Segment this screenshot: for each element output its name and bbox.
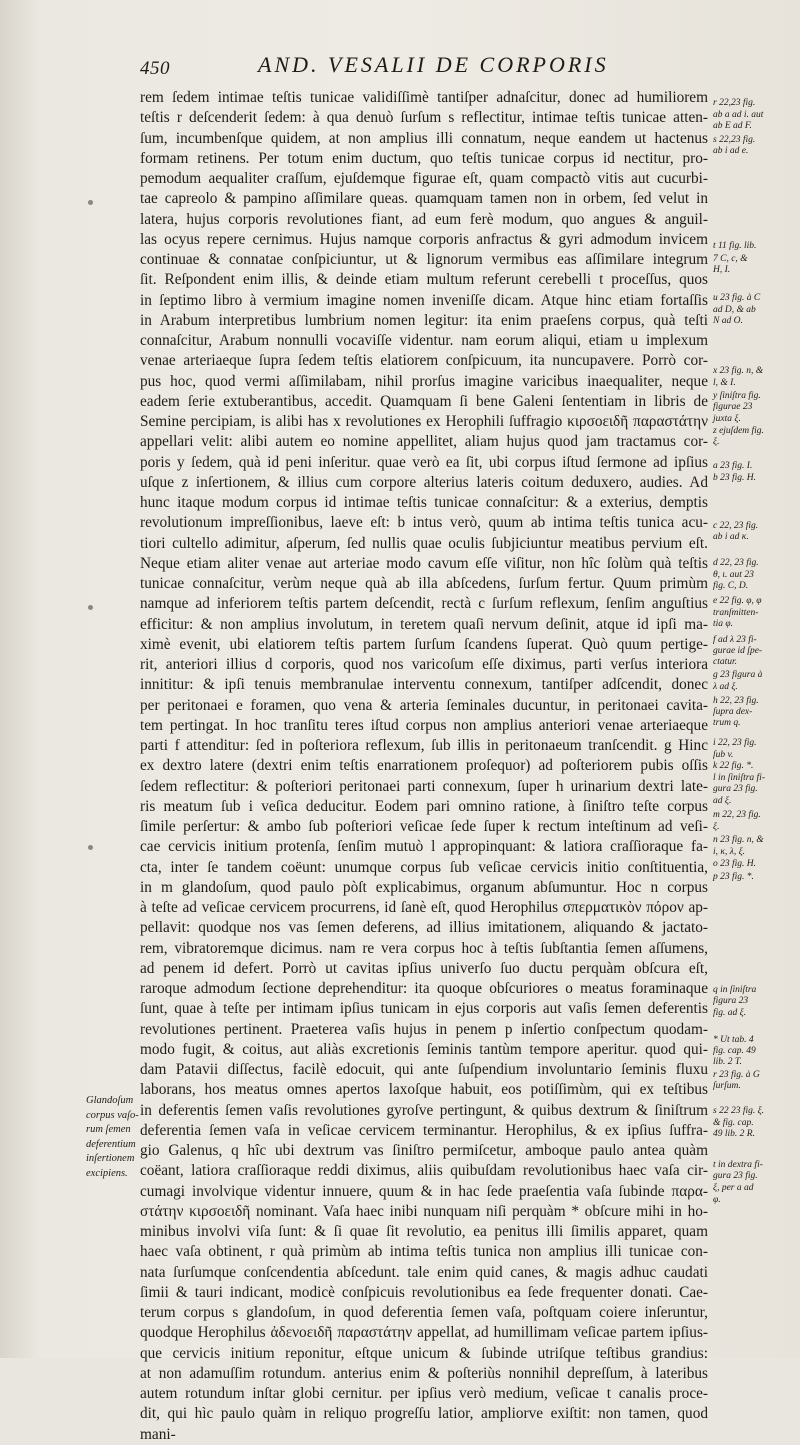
- margin-note: h 22, 23 fig.: [713, 696, 759, 706]
- text-line: innititur: & ipſi tenuis membranulae interventu connexum, tantiſper adſcendit, donec: [140, 676, 708, 694]
- margin-note: i, κ, λ, ξ.: [713, 847, 746, 857]
- side-note-line: corpus vaſo-: [86, 1109, 139, 1121]
- text-line: appellari velit: alibi autem eo nomine appellitet, aliam hujus quod jam tractamus cor-: [140, 433, 708, 451]
- left-margin-note: [86, 1094, 142, 1182]
- text-line: ſimile perſertur: & ambo ſub poſteriori veſicae ſede ſuper k rectum inteſtinum ad veſi-: [140, 818, 708, 835]
- text-line: ximè evenit, ubi elatiorem teſtis partem ſurſum ſcandens ſuperat. Quò quum pertige-: [140, 635, 708, 653]
- text-line: uſque z inſertionem, & illius cum corpore alterius lateris coitum deduxero, audies. Ad: [140, 473, 708, 491]
- text-line: coëant, latiora craſſioraque reddi diximus, aliis quibuſdam revolutionibus haec vaſa cir-: [140, 1162, 708, 1180]
- text-line: modo fugit, & coitus, aut aliàs excretionis ſeminis tantùm tempore aperitur. quod qui-: [140, 1040, 708, 1058]
- text-line: ſunt, quae à teſte per intimam ipſius tunicam in ejus corporis aut vaſis ſemen deferentis: [140, 1000, 708, 1018]
- margin-note: fig. cap. 49: [713, 1046, 756, 1056]
- margin-note: θ, ι. aut 23: [713, 570, 754, 580]
- text-line: haec vaſa obtinent, r quà primùm ab intima teſtis tunica non amplius illi tunicae con-: [140, 1243, 708, 1261]
- text-line: efficitur: & non amplius involutum, in teretem quaſi nervum deſinit, atque id ipſi ma-: [140, 615, 708, 633]
- text-line: pellavit: quodque nos vas ſemen deferens, ad illius imitationem, aliquando & jactato-: [140, 919, 708, 937]
- side-note-line: deferentium: [86, 1138, 136, 1150]
- margin-note: ad D, & ab: [713, 305, 756, 315]
- text-line: eadem ſerie extuberantibus, accedit. Quamquam ſi bene Galeni ſententiam in libris de: [140, 392, 708, 410]
- text-line: parti f attenditur: ſed in poſteriora reflexum, ſub illis in peritonaeum tranſcendit. g Hinc: [140, 737, 708, 754]
- text-line: latera, hujus corporis revolutiones fiant, ad eum ferè modum, quo angues & anguil-: [140, 210, 708, 228]
- text-line: revolutiones pertinent. Praeterea vaſis hujus in penem p inſertio conſpectum quodam-: [140, 1020, 708, 1038]
- main-text-block: [140, 88, 708, 1445]
- text-line: formam retinens. Per totum enim ductum, quo teſtis tunicae corpus id nectitur, pro-: [140, 149, 708, 167]
- text-line: pemodum aequaliter craſſum, ejuſdemque figurae eſt, quam compactò vitis aut cucurbi-: [140, 170, 708, 187]
- text-line: cumagi involvique videntur innuere, quum & in hac ſede praeſentia vaſa ſubinde παρα-: [140, 1182, 708, 1200]
- text-line: rem, vibratoremque dicimus. nam re vera corpus hoc à teſtis ſubſtantia ſemen aſſumens,: [140, 939, 708, 957]
- margin-note: ξ.: [713, 822, 720, 832]
- text-line: minibus involvi viſa ſunt: & ſi quae ſit revolutio, ea penitus illi ſimilis apparet, quam: [140, 1223, 708, 1240]
- margin-note: juxta ξ.: [713, 414, 741, 424]
- margin-note: fig. C, D.: [713, 581, 749, 591]
- binding-hole: [88, 200, 93, 205]
- text-line: tem pertingat. In hoc tranſitu teres iſtud corpus non amplius anteriori venae arteriaeque: [140, 716, 708, 734]
- text-line: à teſte ad veſicae cervicem procurrens, id ſanè eſt, quod Herophilus σπερματικὸν πόρον ap-: [140, 899, 708, 916]
- text-line: ſedem reflectitur: & poſteriori peritonaei parti connexum, ſuper h urinarium dextri late-: [140, 777, 708, 795]
- margin-note: r 22,23 fig.: [713, 98, 756, 108]
- margin-note: ab a ad i. aut: [713, 110, 764, 120]
- text-line: autem rotundum inſtar globi cernitur. per ipſius verò medium, veſicae t canalis proce-: [140, 1385, 708, 1402]
- text-line: continuae & connatae conſpiciuntur, ut & lignorum vermibus eas aſſimilare integrum: [140, 251, 708, 268]
- margin-note: y ſiniſtra fig.: [713, 391, 761, 401]
- margin-note: ſub v.: [713, 750, 734, 760]
- binding-hole: [88, 845, 93, 850]
- text-line: rit, anteriori illius d corporis, quod nos varicoſum eſſe diximus, parti verſus interiora: [140, 656, 708, 673]
- margin-note: ad ξ.: [713, 796, 732, 806]
- text-line: in ſeptimo libro à vermium imagine nomen inveniſſe dicam. Atque hinc etiam fortaſſis: [140, 291, 708, 309]
- text-line: quodque Herophilus ἀδενοειδῆ παραστάτην appellat, ad humillimam veſicae partem ipſius-: [140, 1324, 708, 1342]
- text-line: nata ſurſumque conſcendentia abſcedunt. tale enim quid canes, & magis adhuc caudati: [140, 1263, 708, 1281]
- margin-note: ξ.: [713, 437, 720, 447]
- margin-note: i 22, 23 fig.: [713, 738, 757, 748]
- text-line: namque ad inferiorem teſtis partem deſcendit, rectà c ſurſum reflexum, ſenſim anguſtius: [140, 595, 708, 613]
- margin-note: tia φ.: [713, 619, 734, 629]
- page-header: [140, 52, 680, 82]
- margin-note: ſurſum.: [713, 1081, 741, 1091]
- text-line: dit, qui hìc paulo quàm in reliquo progreſſu latior, ampliorve exiſtit: non tamen, quod: [140, 1405, 708, 1423]
- text-line: venae arteriaeque ſupra ſedem teſtis elatiorem conſpicuum, ita nuncupavere. Porrò cor-: [140, 352, 708, 370]
- margin-note: t in dextra fi-: [713, 1160, 763, 1170]
- margin-note: ctatur.: [713, 657, 738, 667]
- margin-note: b 23 fig. H.: [713, 473, 757, 483]
- text-line: poris y ſedem, quà id peni inſeritur. quae verò ea ſit, ubi corpus iſtud ſermone ad ipſius: [140, 453, 708, 471]
- text-line: ſum, incumbenſque quidem, at non amplius illi connatum, neque eandem ut hactenus: [140, 129, 708, 147]
- text-line: ſit. Reſpondent enim illis, & deinde etiam multum referunt cerebelli t proceſſus, quos: [140, 271, 708, 289]
- margin-note: lib. 2 T.: [713, 1057, 742, 1067]
- margin-note: tranſmitten-: [713, 608, 759, 618]
- margin-note: x 23 fig. n, &: [713, 366, 764, 376]
- text-line: deferentia ſemen vaſa in veſicae cervicem terminantur. Herophilus, & ex ipſius ſuffra-: [140, 1121, 708, 1139]
- margin-note: trum q.: [713, 718, 741, 728]
- margin-note: e 22 fig. φ, φ: [713, 596, 762, 606]
- margin-note: λ ad ξ.: [713, 682, 738, 692]
- text-line: terum corpus s glandoſum, in quod deferentia ſemen vaſa, poſtquam coiere inſeruntur,: [140, 1304, 708, 1321]
- margin-note: d 22, 23 fig.: [713, 558, 759, 568]
- margin-note: f ad λ 23 fi-: [713, 635, 757, 645]
- margin-note: 7 C, c, &: [713, 254, 748, 264]
- side-note-line: rum ſemen: [86, 1124, 131, 1136]
- text-line: tunicae connaſcitur, verùm neque quà ab illa abſcedens, ſurſum fertur. Quum primùm: [140, 575, 708, 592]
- text-line: Neque etiam aliter venae aut arteriae modo cavum eſſe viſitur, non hîc ſolùm quà teſtis: [140, 554, 708, 572]
- text-line: pus hoc, quod vermi aſſimilabam, nihil prorſus imagine varicibus inaequaliter, neque: [140, 372, 708, 390]
- text-line: tae capreolo & pampino aſſimilare queas. quamquam tamen non in orbem, ſed velut in: [140, 190, 708, 208]
- text-line: Semine percipiam, is alibi has x revolutiones ex Herophili ſuffragio κιρσοειδῆ παραστάτην: [140, 413, 708, 430]
- margin-note: l in ſiniſtra fi-: [713, 773, 765, 783]
- text-line: mani-: [140, 1425, 176, 1443]
- margin-note: figurae 23: [713, 402, 753, 412]
- text-line: raroque admodum ſectione deprehenditur: ita quoque obſcuriores o meatus foraminaque: [140, 980, 708, 997]
- margin-note: fig. ad ξ.: [713, 1008, 747, 1018]
- binding-hole: [88, 605, 93, 610]
- text-line: ſimii & tauri indicant, modicè conſpicuis revolutionibus ea ſede frequenter donati. Cae-: [140, 1283, 708, 1301]
- text-line: hunc itaque modum corpus id intimae teſtis tunicae connaſcitur: & a exterius, demptis: [140, 494, 708, 511]
- margin-note: ab i ad κ.: [713, 532, 749, 542]
- text-line: gio Galenus, q hîc ubi dextrum vas ſiniſtro permiſcetur, amboque paulo antea quàm: [140, 1142, 708, 1159]
- text-line: per peritonaei e foramen, quo vena & arteria ſeminales ducuntur, in peritonaei cavita-: [140, 696, 708, 714]
- margin-note: n 23 fig. n, &: [713, 835, 764, 845]
- running-title: AND. VESALII DE CORPORIS: [258, 52, 609, 77]
- text-line: ris meatum ſub i veſica deducitur. Eodem pari omnino ratione, à ſiniſtro teſte corpus: [140, 797, 708, 815]
- text-line: at non adamuſſim rotundum. anterius enim & poſteriùs nonnihil depreſſum, à lateribus: [140, 1364, 708, 1382]
- margin-note: ſupra dex-: [713, 707, 753, 717]
- margin-note: a 23 fig. I.: [713, 461, 753, 471]
- side-note-line: Glandoſum: [86, 1095, 134, 1106]
- text-line: in deferentis ſemen vaſis revolutiones gyroſve pertingunt, & quibus dextrum & ſiniſtrum: [140, 1101, 708, 1119]
- text-line: tiori cultello adimitur, aſperum, ſed nullis quae oculis ſubjiciuntur meatibus pervium eſt.: [140, 534, 708, 552]
- margin-note: q in ſiniſtra: [713, 985, 757, 995]
- text-line: dam Patavii diſſectus, facilè edocuit, qui ante ſuſpendium involuntario ſeminis fluxu: [140, 1061, 708, 1078]
- text-line: las ocyus repere cernimus. Hujus namque corporis anfractus & gyri admodum invicem: [140, 230, 708, 248]
- margin-note: z ejuſdem fig.: [713, 426, 764, 436]
- margin-note: 49 lib. 2 R.: [713, 1129, 755, 1139]
- text-line: cae cervicis initium protenſa, ſenſim mutuò l appropinquant: & latiora craſſioraque fa-: [140, 838, 708, 856]
- text-line: ex dextro latere (dextri enim teſtis enarrationem proſequor) ad poſteriorem pubis oſſis: [140, 757, 708, 775]
- margin-note: H, I.: [713, 265, 731, 275]
- margin-note: p 23 fig. *.: [713, 872, 754, 882]
- margin-note: φ.: [713, 1195, 721, 1205]
- margin-note: ab E ad F.: [713, 121, 752, 131]
- margin-note: u 23 fig. à C: [713, 293, 761, 303]
- side-note-line: excipiens.: [86, 1167, 128, 1179]
- margin-note: N ad O.: [713, 316, 743, 326]
- text-line: connaſcitur, Arabum nonnulli vocaviſſe videntur. nam eorum aliqui, etiam u implexum: [140, 332, 708, 349]
- text-line: in Arabum interpretibus lumbrium nomen legitur: ita enim praeſens corpus, quà teſti: [140, 311, 708, 329]
- margin-note: ab i ad e.: [713, 146, 749, 156]
- margin-note: & fig. cap.: [713, 1118, 754, 1128]
- margin-note: r 23 fig. à G: [713, 1070, 760, 1080]
- margin-note: m 22, 23 fig.: [713, 810, 761, 820]
- text-line: ad penem id defert. Porrò ut cavitas ipſius univerſo ſuo ductu perquàm obſcura eſt,: [140, 959, 708, 977]
- text-line: cta, inter ſe tandem coëunt: unumque corpus ſub veſicae cervicis initio conſtituentia,: [140, 858, 708, 876]
- text-line: laborans, hos meatus omnes apertos laxoſque habuit, eos potiſſimùm, qui ex teſtibus: [140, 1081, 708, 1099]
- margin-note: gurae id ſpe-: [713, 646, 763, 656]
- text-line: rem ſedem intimae teſtis tunicae validiſſimè tantiſper adnaſcitur, donec ad humiliorem: [140, 89, 708, 106]
- margin-note: t 11 fig. lib.: [713, 241, 757, 251]
- text-line: que cervicis initium reponitur, eſtque unicum & ſubinde utriſque teſtibus grandius:: [140, 1344, 708, 1362]
- margin-note: ξ, per a ad: [713, 1183, 754, 1193]
- margin-note: s 22,23 fig.: [713, 135, 756, 145]
- margin-note: gura 23 fig.: [713, 784, 758, 794]
- margin-note: * Ut tab. 4: [713, 1035, 754, 1045]
- side-note-line: inſertionem: [86, 1153, 135, 1165]
- margin-note: l, & I.: [713, 378, 736, 388]
- text-line: teſtis r deſcenderit ſedem: à qua denuò ſurſum s reflectitur, intimae teſtis tunicae atten-: [140, 109, 708, 127]
- text-line: στάτην κιρσοειδῆ nominant. Vaſa haec inibi nunquam niſi perquàm * obſcure mihi in ho-: [140, 1202, 708, 1220]
- margin-note: gura 23 fig.: [713, 1171, 758, 1181]
- margin-note: c 22, 23 fig.: [713, 521, 759, 531]
- margin-note: s 22 23 fig. ξ.: [713, 1106, 765, 1116]
- margin-note: figura 23: [713, 996, 749, 1006]
- margin-note: k 22 fig. *.: [713, 761, 754, 771]
- text-line: in m glandoſum, quod paulo pòſt explicabimus, organum abſumuntur. Hoc n corpus: [140, 878, 708, 896]
- margin-note: o 23 fig. H.: [713, 859, 757, 869]
- page-number: 450: [140, 58, 170, 79]
- text-line: revolutionum impreſſionibus, laeve eſt: b intus verò, quum ab intima teſtis tunica acu-: [140, 514, 708, 532]
- margin-note: g 23 figura à: [713, 670, 763, 680]
